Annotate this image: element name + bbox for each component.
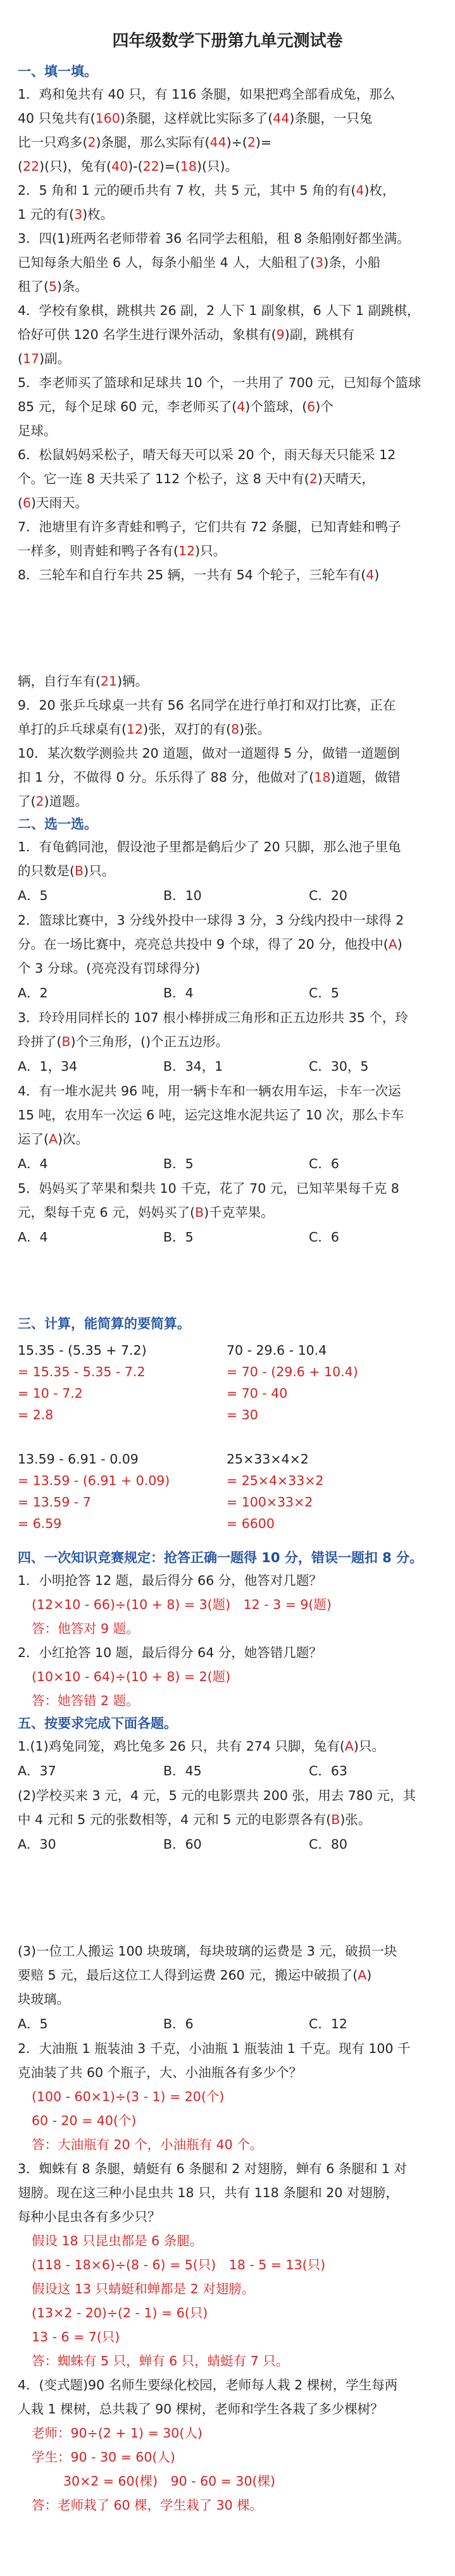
calc-expression: 15.35 - (5.35 + 7.2) bbox=[18, 1343, 147, 1358]
section-contest-heading: 四、一次知识竞赛规定：抢答正确一题得 10 分，错误一题扣 8 分。 bbox=[18, 1550, 423, 1565]
fill-q4-line3: (17)副。 bbox=[18, 351, 71, 366]
option-a: A．30 bbox=[18, 1837, 56, 1852]
contest-q2-answer: 答：她答错 2 题。 bbox=[32, 1693, 139, 1708]
calc-step: = 100×33×2 bbox=[227, 1494, 313, 1510]
solve-p3-line1: 3．蜘蛛有 8 条腿，蜻蜓有 6 条腿和 2 对翅膀，蝉有 6 条腿和 1 对 bbox=[18, 2161, 407, 2176]
choose-q2-options bbox=[18, 980, 437, 1006]
fill-q8-line1: 8．三轮车和自行车共 25 辆，一共有 54 个轮子，三轮车有(4) bbox=[18, 567, 380, 582]
solve-p4-step: 学生：90 - 30 = 60(人) bbox=[32, 2450, 175, 2465]
option-c: C．20 bbox=[309, 888, 347, 903]
solve-p2-line2: 克油装了共 60 个瓶子，大、小油瓶各有多少个？ bbox=[18, 2065, 302, 2080]
solve-p1b-line1: (2)学校买来 3 元，4 元，5 元的电影票共 200 张，用去 780 元，其 bbox=[18, 1788, 416, 1803]
solve-p4-line1: 4．(变式题)90 名师生要绿化校园，老师每人栽 2 棵树，学生每两 bbox=[18, 2377, 398, 2393]
option-b: B．5 bbox=[163, 1156, 194, 1171]
solve-p3-step: 假设 18 只昆虫都是 6 条腿。 bbox=[32, 2233, 203, 2248]
solve-p3-step: (13×2 - 20)÷(2 - 1) = 6(只) bbox=[32, 2305, 208, 2320]
option-c: C．6 bbox=[309, 1229, 339, 1245]
solve-p3-answer: 答：蜘蛛有 5 只，蝉有 6 只，蜻蜓有 7 只。 bbox=[32, 2353, 289, 2369]
option-a: A．4 bbox=[18, 1229, 48, 1245]
choose-q4-line3: 运了(A)次。 bbox=[18, 1131, 89, 1147]
option-a: A．2 bbox=[18, 985, 48, 1001]
calc-result: = 30 bbox=[227, 1407, 258, 1422]
fill-q1-line1: 1．鸡和兔共有 40 只，有 116 条腿，如果把鸡全部看成兔，那么 bbox=[18, 87, 396, 102]
fill-q10-line3: 了(2)道题。 bbox=[18, 794, 89, 809]
fill-q5-line1: 5．李老师买了篮球和足球共 10 个，一共用了 700 元，已知每个篮球 bbox=[18, 375, 421, 390]
solve-p1c-options bbox=[18, 2011, 437, 2037]
option-b: B．34，1 bbox=[163, 1059, 223, 1074]
contest-q2: 2．小红抢答 10 题，最后得分 64 分，她答错几题？ bbox=[18, 1645, 322, 1660]
calc-step: = 70 - (29.6 + 10.4) bbox=[227, 1364, 358, 1379]
solve-p2-answer: 答：大油瓶有 20 个，小油瓶有 40 个。 bbox=[32, 2137, 263, 2152]
calc-expression: 70 - 29.6 - 10.4 bbox=[227, 1343, 327, 1358]
calc-result: = 6600 bbox=[227, 1516, 275, 1531]
solve-p2-step: (100 - 60×1)÷(3 - 1) = 20(个) bbox=[32, 2089, 225, 2104]
fill-q7-line1: 7．池塘里有许多青蛙和鸭子，它们共有 72 条腿，已知青蛙和鸭子 bbox=[18, 519, 401, 534]
fill-q5-line3: 足球。 bbox=[18, 423, 57, 438]
calc-problem-4 bbox=[227, 1448, 435, 1534]
fill-q4-line1: 4．学校有象棋，跳棋共 26 副，2 人下 1 副象棋，6 人下 1 副跳棋， bbox=[18, 303, 420, 318]
solve-p3-line2: 翅膀。现在这三种小昆虫共 18 只，共有 118 条腿和 20 对翅膀， bbox=[18, 2185, 399, 2200]
option-c: C．63 bbox=[309, 1763, 347, 1778]
contest-q1-answer: 答：他答对 9 题。 bbox=[32, 1621, 139, 1636]
solve-p1b-options bbox=[18, 1832, 437, 1857]
option-b: B．6 bbox=[163, 2016, 194, 2031]
solve-p1c-line1: (3)一位工人搬运 100 块玻璃，每块玻璃的运费是 3 元，破损一块 bbox=[18, 1944, 397, 1959]
choose-q5-line2: 元，梨每千克 6 元，妈妈买了(B)千克苹果。 bbox=[18, 1205, 274, 1220]
option-b: B．60 bbox=[163, 1837, 202, 1852]
option-a: A．4 bbox=[18, 1156, 48, 1171]
contest-q1-solution: (12×10 - 66)÷(10 + 8) = 3(题) 12 - 3 = 9(题) bbox=[32, 1597, 332, 1612]
calc-step: = 10 - 7.2 bbox=[18, 1386, 83, 1401]
calc-problem-2 bbox=[227, 1340, 435, 1426]
fill-q3-line2: 已知每条大船坐 6 人，每条小船坐 4 人，大船租了(3)条，小船 bbox=[18, 255, 381, 270]
fill-q6-line2: 个。它一连 8 天共采了 112 个松子，这 8 天中有(2)天晴天， bbox=[18, 471, 375, 486]
choose-q5-line1: 5．妈妈买了苹果和梨共 10 千克，花了 70 元，已知苹果每千克 8 bbox=[18, 1181, 399, 1196]
page-title: 四年级数学下册第九单元测试卷 bbox=[112, 32, 343, 51]
fill-q4-line2: 恰好可供 120 名学生进行课外活动，象棋有(9)副，跳棋有 bbox=[18, 327, 355, 342]
option-b: B．5 bbox=[163, 1229, 194, 1245]
option-b: B．10 bbox=[163, 888, 202, 903]
calc-expression: 25×33×4×2 bbox=[227, 1451, 309, 1467]
option-b: B．45 bbox=[163, 1763, 202, 1778]
choose-q1-line2: 的只数是(B)只。 bbox=[18, 863, 115, 878]
option-a: A．37 bbox=[18, 1763, 56, 1778]
fill-q10-line1: 10．某次数学测验共 20 道题，做对一道题得 5 分，做错一道题倒 bbox=[18, 746, 400, 761]
calc-result: = 6.59 bbox=[18, 1516, 62, 1531]
section-choose-heading: 二、选一选。 bbox=[18, 817, 97, 832]
choose-q5-options bbox=[18, 1224, 437, 1250]
solve-p4-step: 30×2 = 60(棵) 90 - 60 = 30(棵) bbox=[63, 2474, 275, 2489]
solve-p1c-line3: 块玻璃。 bbox=[18, 1992, 70, 2007]
calc-step: = 15.35 - 5.35 - 7.2 bbox=[18, 1364, 146, 1379]
contest-q1: 1．小明抢答 12 题，最后得分 66 分，他答对几题？ bbox=[18, 1573, 322, 1588]
option-c: C．6 bbox=[309, 1156, 339, 1171]
solve-p4-answer: 答：老师栽了 60 棵，学生栽了 30 棵。 bbox=[32, 2498, 263, 2513]
choose-q4-options bbox=[18, 1151, 437, 1176]
solve-p3-step: (118 - 18×6)÷(8 - 6) = 5(只) 18 - 5 = 13(只) bbox=[32, 2257, 326, 2272]
calc-step: = 25×4×33×2 bbox=[227, 1473, 324, 1488]
calc-problem-1 bbox=[18, 1340, 227, 1426]
solve-p4-step: 老师：90÷(2 + 1) = 30(人) bbox=[32, 2425, 203, 2441]
calc-problem-3 bbox=[18, 1448, 227, 1534]
calc-step: = 70 - 40 bbox=[227, 1386, 288, 1401]
fill-q6-line1: 6．松鼠妈妈采松子，晴天每天可以采 20 个，雨天每天只能采 12 bbox=[18, 447, 396, 462]
fill-q6-line3: (6)天雨天。 bbox=[18, 495, 89, 510]
choose-q1-options bbox=[18, 883, 437, 908]
solve-p2-step: 60 - 20 = 40(个) bbox=[32, 2113, 137, 2128]
calc-step: = 13.59 - (6.91 + 0.09) bbox=[18, 1473, 170, 1488]
section-solve-heading: 五、按要求完成下面各题。 bbox=[18, 1716, 177, 1731]
choose-q3-line1: 3．玲玲用同样长的 107 根小棒拼成三角形和正五边形共 35 个，玲 bbox=[18, 1010, 408, 1025]
solve-p4-line2: 人栽 1 棵树，总共栽了 90 棵树，老师和学生各栽了多少棵树？ bbox=[18, 2401, 383, 2417]
contest-q2-solution: (10×10 - 64)÷(10 + 8) = 2(题) bbox=[32, 1669, 231, 1684]
fill-q9-line1: 9．20 张乒乓球桌一共有 56 名同学在进行单打和双打比赛，正在 bbox=[18, 698, 396, 713]
fill-q10-line2: 扣 1 分，不做得 0 分。乐乐得了 88 分，他做对了(18)道题，做错 bbox=[18, 770, 401, 785]
calc-step: = 13.59 - 7 bbox=[18, 1494, 91, 1510]
choose-q3-line2: 玲拼了(B)个三角形，()个正五边形。 bbox=[18, 1034, 229, 1049]
fill-q9-line2: 单打的乒乓球桌有(12)张，双打的有(8)张。 bbox=[18, 722, 271, 737]
solve-p1-line1: 1.(1)鸡兔同笼，鸡比兔多 26 只，共有 274 只脚，兔有(A)只。 bbox=[18, 1739, 385, 1754]
fill-q2-line1: 2．5 角和 1 元的硬币共有 7 枚，共 5 元，其中 5 角的有(4)枚， bbox=[18, 183, 396, 198]
option-a: A．5 bbox=[18, 888, 48, 903]
choose-q2-line1: 2．篮球比赛中，3 分线外投中一球得 3 分，3 分线内投中一球得 2 bbox=[18, 913, 404, 928]
choose-q3-options bbox=[18, 1054, 437, 1079]
fill-q5-line2: 85 元，每个足球 60 元，李老师买了(4)个篮球，(6)个 bbox=[18, 399, 333, 414]
option-c: C．5 bbox=[309, 985, 339, 1001]
section-fill-heading: 一、填一填。 bbox=[18, 64, 97, 79]
calc-result: = 2.8 bbox=[18, 1407, 54, 1422]
fill-q7-line2: 一样多，则青蛙和鸭子各有(12)只。 bbox=[18, 543, 227, 558]
section-calc-heading: 三、计算，能简算的要简算。 bbox=[18, 1316, 190, 1331]
fill-q8-line2: 辆，自行车有(21)辆。 bbox=[18, 674, 149, 689]
fill-q1-line3: 比一只鸡多(2)条腿，那么实际有(44)÷(2)= bbox=[18, 135, 272, 150]
option-c: C．12 bbox=[309, 2016, 347, 2031]
fill-q3-line1: 3．四(1)班两名老师带着 36 名同学去租船，租 8 条船刚好都坐满。 bbox=[18, 231, 410, 246]
fill-q2-line2: 1 元的有(3)枚。 bbox=[18, 207, 114, 222]
choose-q4-line2: 15 吨，农用车一次运 6 吨，运完这堆水泥共运了 10 次，那么卡车 bbox=[18, 1107, 404, 1123]
calc-row-2 bbox=[18, 1448, 437, 1534]
option-c: C．30，5 bbox=[309, 1059, 369, 1074]
solve-p1c-line2: 要赔 5 元，最后这位工人得到运费 260 元，搬运中破损了(A) bbox=[18, 1968, 372, 1983]
solve-p2-line1: 2．大油瓶 1 瓶装油 3 千克，小油瓶 1 瓶装油 1 千克。现有 100 千 bbox=[18, 2041, 411, 2056]
choose-q2-line3: 个 3 分球。(亮亮没有罚球得分) bbox=[18, 961, 201, 976]
solve-p1b-line2: 中 4 元和 5 元的张数相等，4 元和 5 元的电影票各有(B)张。 bbox=[18, 1812, 371, 1827]
choose-q1-line1: 1．有龟鹤同池，假设池子里都是鹤后少了 20 只脚，那么池子里龟 bbox=[18, 839, 401, 854]
solve-p1-options bbox=[18, 1758, 437, 1784]
calc-expression: 13.59 - 6.91 - 0.09 bbox=[18, 1451, 139, 1467]
solve-p3-line3: 每种小昆虫各有多少只？ bbox=[18, 2209, 161, 2224]
option-a: A．1，34 bbox=[18, 1059, 78, 1074]
option-a: A．5 bbox=[18, 2016, 48, 2031]
solve-p3-step: 13 - 6 = 7(只) bbox=[32, 2329, 120, 2345]
fill-q1-line2: 40 只兔共有(160)条腿，这样就比实际多了(44)条腿，一只兔 bbox=[18, 111, 373, 126]
choose-q2-line2: 分。在一场比赛中，亮亮总共投中 9 个球，得了 20 分，他投中(A) bbox=[18, 937, 402, 952]
fill-q3-line3: 租了(5)条。 bbox=[18, 279, 89, 294]
solve-p3-step: 假设这 13 只蜻蜓和蝉都是 2 对翅膀。 bbox=[32, 2281, 255, 2296]
choose-q4-line1: 4．有一堆水泥共 96 吨，用一辆卡车和一辆农用车运，卡车一次运 bbox=[18, 1083, 401, 1099]
fill-q1-line4: (22)(只)，兔有(40)-(22)=(18)(只)。 bbox=[18, 159, 238, 174]
option-b: B．4 bbox=[163, 985, 194, 1001]
option-c: C．80 bbox=[309, 1837, 347, 1852]
calc-row-1 bbox=[18, 1340, 437, 1426]
